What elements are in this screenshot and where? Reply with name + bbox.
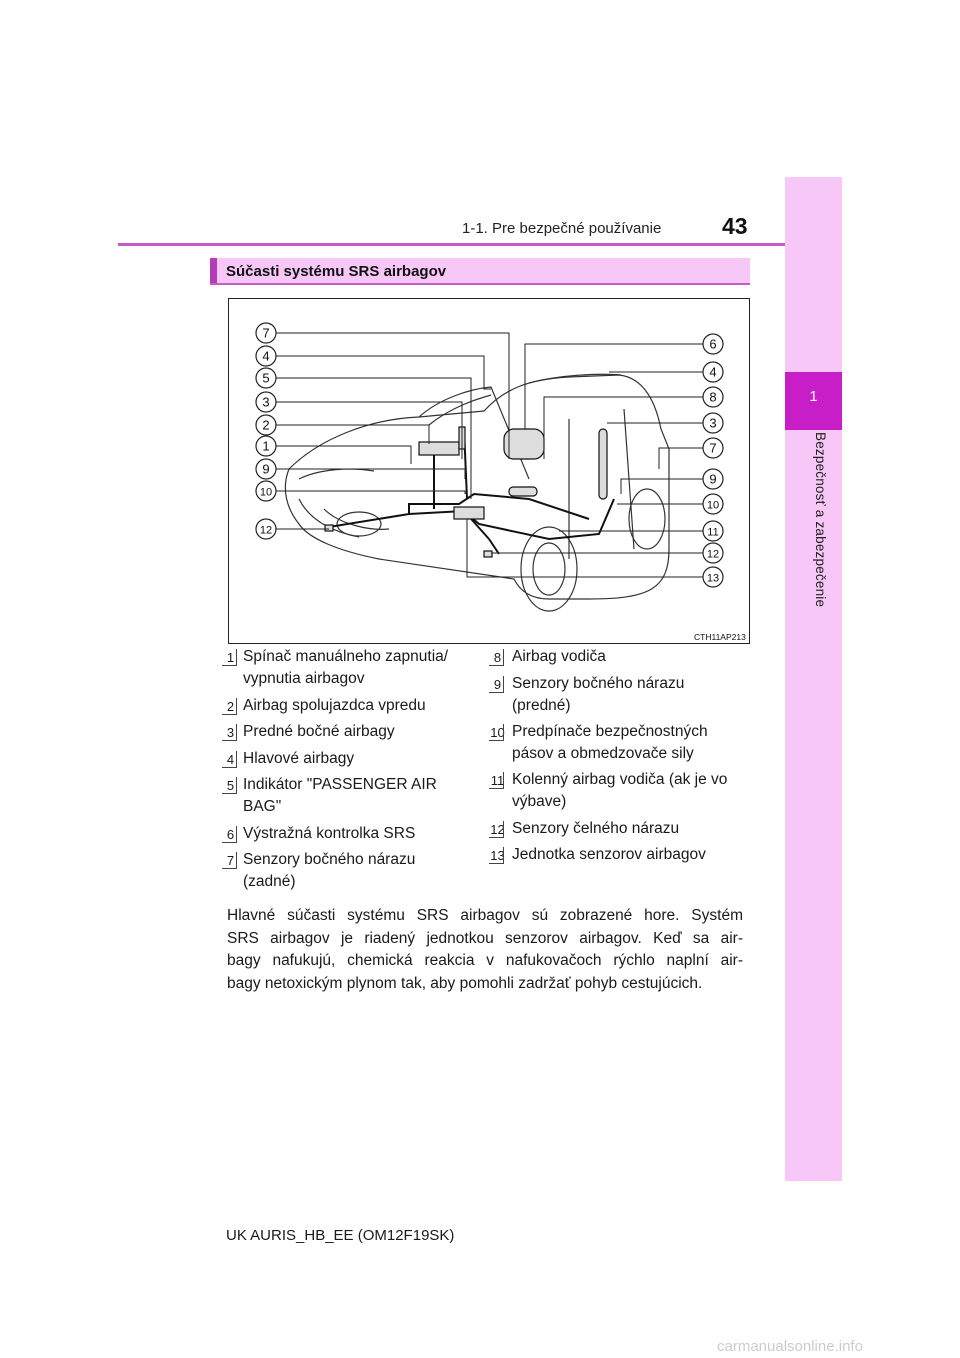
legend-text: Indikátor "PASSENGER AIR [243, 776, 437, 793]
legend-text: pásov a obmedzovače sily [512, 745, 694, 762]
callout-number: 13 [706, 572, 720, 585]
legend-text: (zadné) [243, 873, 296, 890]
srs-airbag-diagram [228, 298, 750, 644]
callout-number: 3 [709, 415, 717, 431]
callout-number: 8 [709, 389, 717, 405]
header-title: 1-1. Pre bezpečné používanie [462, 220, 662, 237]
section-heading-bar [210, 258, 217, 285]
legend-text: Kolenný airbag vodiča (ak je vo [512, 771, 728, 788]
legend-text: Výstražná kontrolka SRS [243, 825, 416, 842]
callout-number: 1 [262, 438, 270, 454]
callout-number: 10 [706, 499, 720, 512]
legend-text: výbave) [512, 793, 567, 810]
header-rule [118, 243, 785, 246]
diagram-code: CTH11AP213 [694, 632, 746, 642]
legend-number: 4 [221, 751, 240, 769]
chapter-label: Bezpečnosť a zabezpečenie [813, 432, 828, 608]
callout-number: 9 [709, 471, 717, 487]
callout-number: 2 [262, 417, 270, 433]
callout-number: 4 [709, 364, 717, 380]
legend-number: 10 [488, 724, 507, 742]
callout-number: 4 [262, 348, 270, 364]
callout-number: 3 [262, 394, 270, 410]
callout-number: 10 [259, 486, 273, 499]
paragraph-line: bagy nafukujú, chemická reakcia v nafukovačoch rýchlo naplní air- [227, 952, 743, 969]
legend-number: 13 [488, 847, 507, 865]
callout-number: 9 [262, 461, 270, 477]
legend-text: (predné) [512, 697, 571, 714]
legend-text: vypnutia airbagov [243, 670, 365, 687]
legend-number: 2 [221, 698, 240, 716]
footer-model: UK AURIS_HB_EE (OM12F19SK) [226, 1227, 455, 1244]
legend-number: 6 [221, 826, 240, 844]
callout-number: 5 [262, 370, 270, 386]
callout-number: 12 [706, 548, 720, 561]
car-outline [285, 374, 669, 611]
car-illustration [229, 299, 749, 643]
page-number: 43 [722, 213, 748, 239]
callout-number: 7 [262, 325, 270, 341]
legend-number: 7 [221, 852, 240, 870]
legend-text: Hlavové airbagy [243, 750, 355, 767]
paragraph-line: Hlavné súčasti systému SRS airbagov sú zobrazené hore. Systém [227, 907, 743, 924]
legend-text: Senzory čelného nárazu [512, 820, 680, 837]
legend-text: Predné bočné airbagy [243, 723, 395, 740]
legend-number: 8 [488, 649, 507, 667]
legend-number: 9 [488, 676, 507, 694]
legend-text: Jednotka senzorov airbagov [512, 846, 706, 863]
legend-text: Senzory bočného nárazu [243, 851, 416, 868]
right-callout-group [703, 334, 723, 587]
description-paragraph [227, 905, 743, 995]
legend-text: Airbag spolujazdca vpredu [243, 697, 426, 714]
section-title: Súčasti systému SRS airbagov [226, 263, 447, 280]
chapter-number: 1 [809, 388, 818, 405]
paragraph-line: SRS airbagov je riadený jednotkou senzorov airbagov. Keď sa air- [227, 929, 743, 947]
legend-text: Senzory bočného nárazu [512, 675, 685, 692]
legend-number: 11 [488, 772, 507, 790]
left-callout-group [256, 323, 276, 539]
legend-text: Airbag vodiča [512, 648, 606, 665]
callout-number: 6 [709, 336, 717, 352]
legend-number: 3 [221, 724, 240, 742]
paragraph-line: bagy netoxickým plynom tak, aby pomohli zadržať pohyb cestujúcich. [227, 974, 703, 992]
legend-text: Spínač manuálneho zapnutia/ [243, 648, 449, 665]
legend-number: 12 [488, 821, 507, 839]
legend-number: 1 [221, 649, 240, 667]
section-heading-rule [210, 283, 750, 285]
callout-number: 7 [709, 440, 717, 456]
callout-number: 12 [259, 524, 273, 537]
callout-number: 11 [707, 526, 719, 539]
legend-number: 5 [221, 777, 240, 795]
legend-text: BAG" [243, 798, 282, 815]
legend-text: Predpínače bezpečnostných [512, 723, 708, 740]
watermark: carmanualsonline.info [717, 1338, 863, 1355]
